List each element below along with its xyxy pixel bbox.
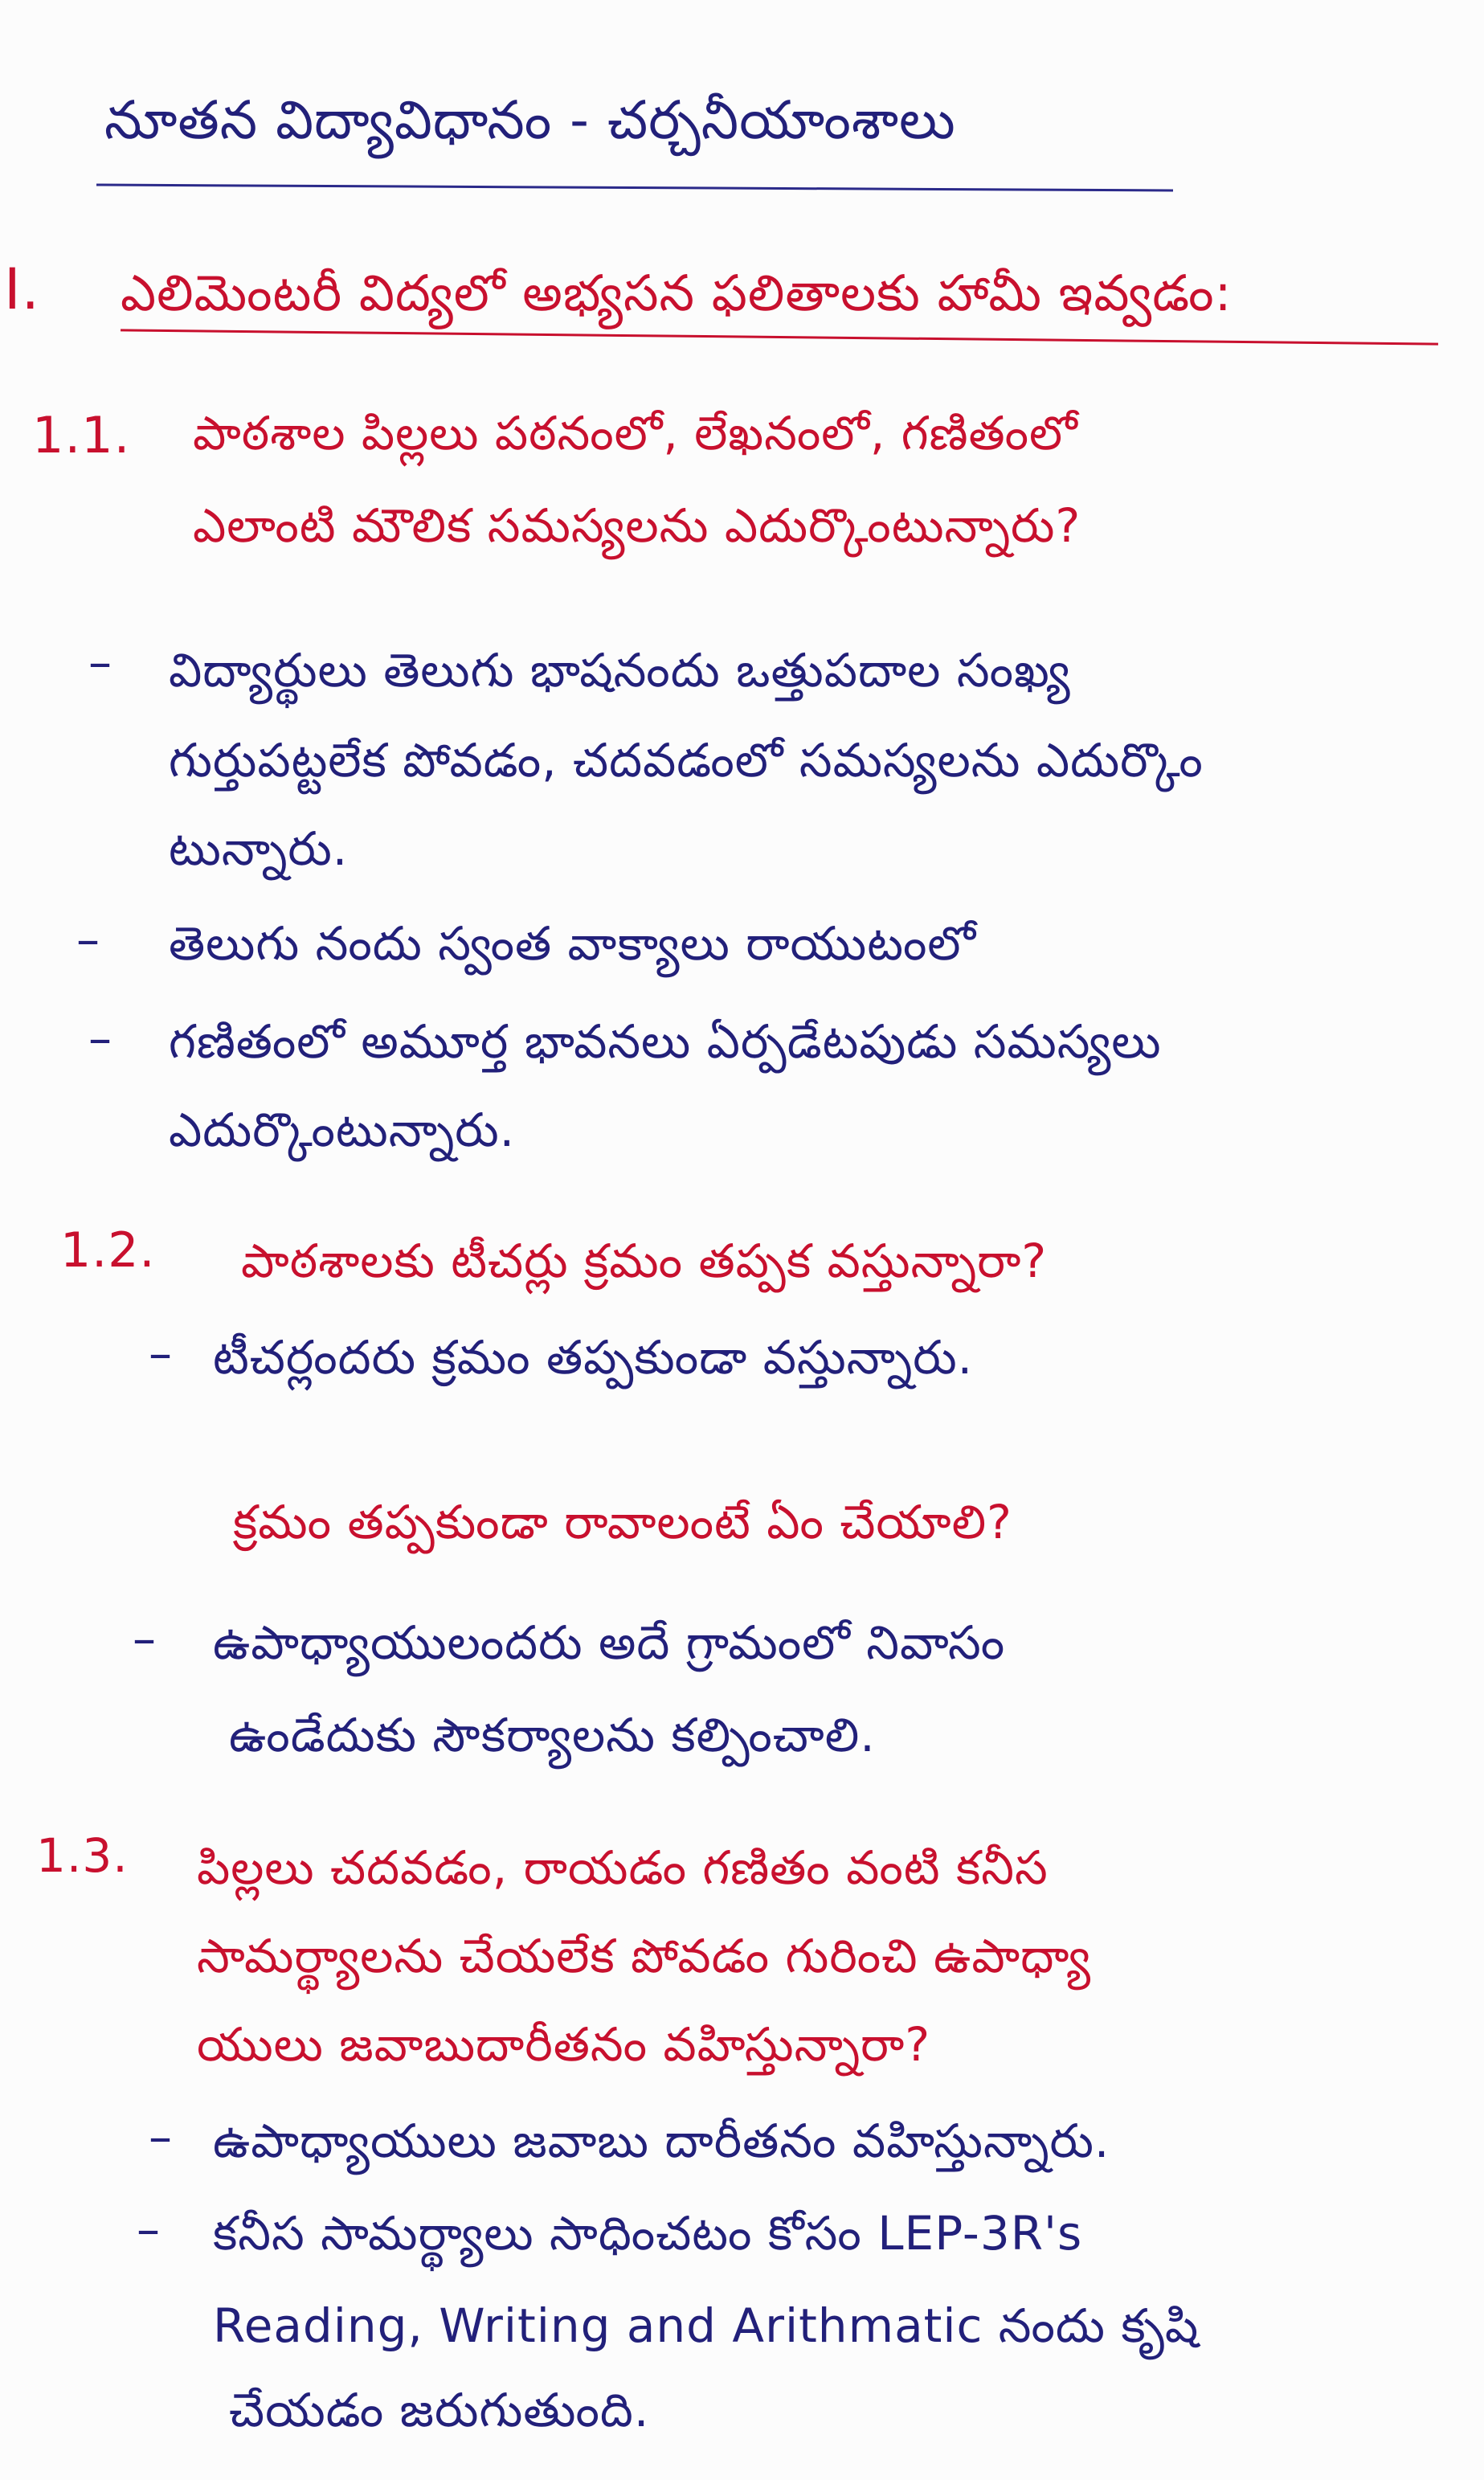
answer-1-1-a-line-2: గుర్తుపట్టలేక పోవడం, చదవడంలో సమస్యలను ఎదుర్కొం	[169, 733, 1204, 788]
answer-dash: –	[88, 1011, 112, 1066]
answer-dash: –	[88, 635, 112, 690]
answer-1-1-c-line-1: గణితంలో అమూర్త భావనలు ఏర్పడేటపుడు సమస్యలు	[169, 1014, 1162, 1069]
section-heading: ఎలిమెంటరీ విద్యలో అభ్యసన ఫలితాలకు హామీ ఇవ్వడం:	[121, 264, 1233, 322]
question-number-1-3: 1.3.	[36, 1828, 129, 1883]
section-numeral: I.	[4, 256, 40, 322]
answer-1-3-a-line-1: ఉపాధ్యాయులు జవాబు దారీతనం వహిస్తున్నారు.	[213, 2114, 1110, 2168]
sub-question-1-2: క్రమం తప్పకుండా రావాలంటే ఏం చేయాలి?	[233, 1495, 1012, 1549]
answer-1-3-b-line-1: కనీస సామర్థ్యాలు సాధించటం కోసం LEP-3R's	[213, 2206, 1083, 2261]
page-title: నూతన విద్యావిధానం - చర్చనీయాంశాలు	[104, 89, 956, 151]
answer-1-1-a-line-1: విద్యార్థులు తెలుగు భాషనందు ఒత్తుపదాల సంఖ్య	[169, 643, 1071, 698]
question-number-1-1: 1.1.	[32, 406, 131, 464]
answer-dash: –	[76, 912, 100, 967]
question-number-1-2: 1.2.	[60, 1222, 156, 1279]
answer-dash: –	[133, 1611, 157, 1666]
answer-dash: –	[149, 2110, 173, 2164]
answer-1-2-b-line-1: ఉపాధ్యాయులందరు అదే గ్రామంలో నివాసం	[213, 1615, 1006, 1670]
answer-1-3-b-line-2: Reading, Writing and Arithmatic నందు కృషి	[213, 2298, 1200, 2353]
answer-dash: –	[149, 1326, 173, 1381]
answer-dash: –	[137, 2202, 161, 2257]
question-1-3-line-2: సామర్థ్యాలను చేయలేక పోవడం గురించి ఉపాధ్యా	[197, 1929, 1092, 1983]
heading-underline	[121, 329, 1438, 345]
question-1-1-line-2: ఎలాంటి మౌలిక సమస్యలను ఎదుర్కొంటున్నారు?	[193, 498, 1081, 553]
answer-1-3-b-line-3: చేయడం జరుగుతుంది.	[229, 2383, 650, 2437]
question-1-3-line-3: యులు జవాబుదారీతనం వహిస్తున్నారా?	[197, 2017, 931, 2072]
answer-1-2-b-line-2: ఉండేదుకు సౌకర్యాలను కల్పించాలి.	[229, 1708, 876, 1762]
answer-1-1-b-line-1: తెలుగు నందు స్వంత వాక్యాలు రాయుటంలో	[169, 916, 977, 971]
question-1-3-line-1: పిల్లలు చదవడం, రాయడం గణితం వంటి కనీస	[197, 1840, 1049, 1895]
answer-1-1-a-line-3: టున్నారు.	[169, 821, 349, 876]
question-1-2-line-1: పాఠశాలకు టీచర్లు క్రమం తప్పక వస్తున్నారా?	[241, 1234, 1048, 1288]
title-underline	[96, 183, 1173, 191]
question-1-1-line-1: పాఠశాల పిల్లలు పఠనంలో, లేఖనంలో, గణితంలో	[193, 406, 1078, 460]
answer-1-2-a-line-1: టీచర్లందరు క్రమం తప్పకుండా వస్తున్నారు.	[213, 1330, 974, 1385]
answer-1-1-c-line-2: ఎదుర్కొంటున్నారు.	[169, 1103, 516, 1157]
